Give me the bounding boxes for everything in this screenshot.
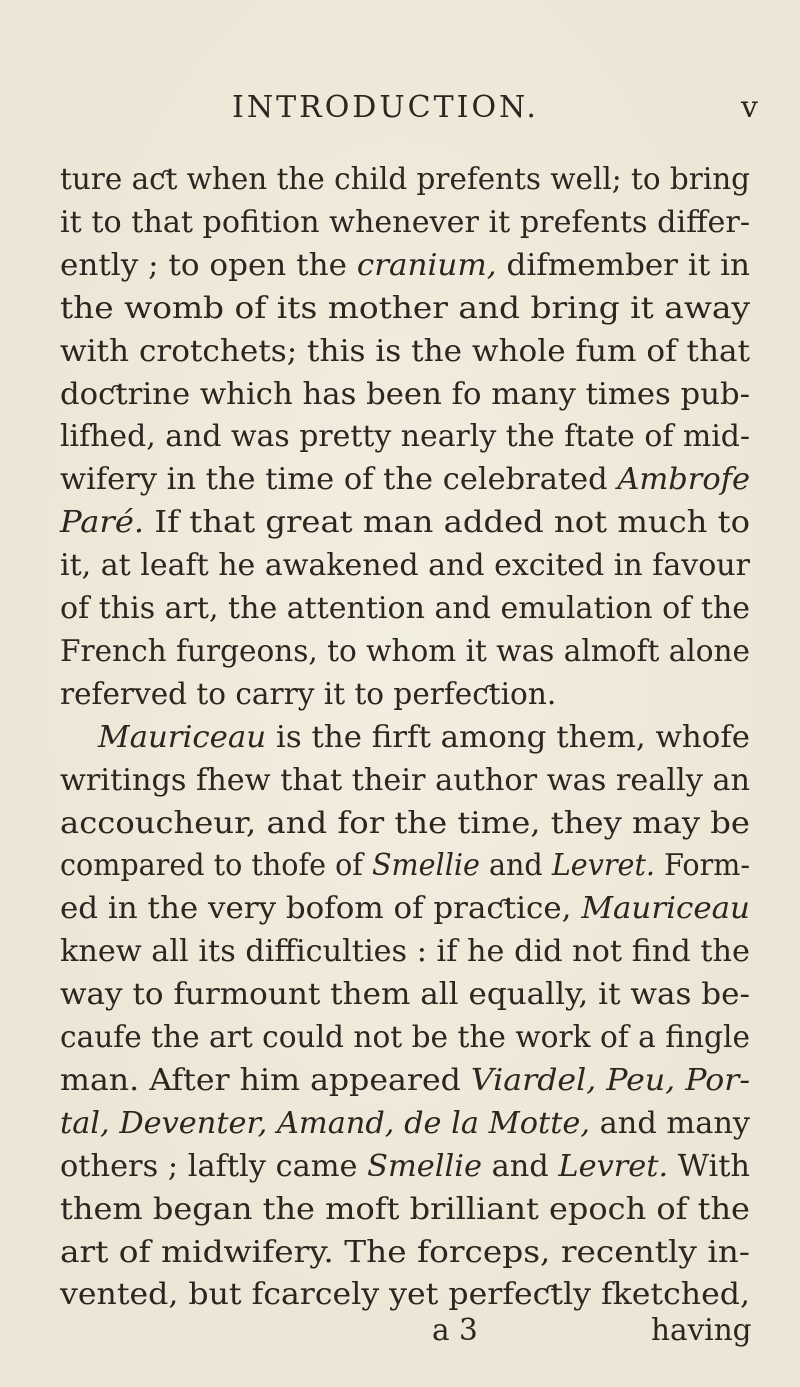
italic-text: Levret. [551, 848, 656, 883]
text-line [60, 370, 750, 418]
text-line [60, 284, 750, 332]
text-line [60, 1142, 750, 1190]
text-line [60, 841, 750, 889]
text-segment: the womb of its mother and bring it away [60, 290, 750, 325]
text-segment: doƈtrine which has been fo many times pub- [60, 376, 751, 411]
text-segment: and [479, 848, 552, 883]
text-line [60, 584, 750, 632]
italic-text: Mauriceau [98, 719, 267, 754]
running-head-title: INTRODUCTION. [232, 90, 539, 125]
text-segment: compared to thofe of [60, 848, 372, 883]
text-segment: With [668, 1148, 750, 1183]
text-segment: ently ; to open the [60, 247, 357, 282]
text-line [60, 412, 750, 460]
text-segment: it, at leaft he awakened and excited in favour [60, 548, 751, 583]
text-line [60, 541, 750, 589]
italic-text: tal, Deventer, Amand, de la Motte, [60, 1105, 591, 1140]
text-segment: If that great man added not much to [144, 505, 751, 540]
text-line [60, 756, 750, 804]
italic-text: Paré. [60, 505, 145, 540]
text-segment: Form- [655, 848, 751, 883]
text-segment: man. After him appeared [60, 1062, 471, 1097]
text-segment: French furgeons, to whom it was almoft alone [60, 633, 751, 668]
text-line [60, 927, 750, 975]
text-segment: and [481, 1148, 559, 1183]
text-segment: caufe the art could not be the work of a fingle [60, 1020, 750, 1054]
text-line [60, 1013, 750, 1061]
running-head [0, 88, 800, 128]
italic-text: Smellie [371, 848, 480, 883]
text-segment: writings fhew that their author was really an [60, 762, 751, 797]
text-segment: way to furmount them all equally, it was be- [60, 977, 750, 1012]
text-line [60, 884, 750, 932]
text-line [60, 498, 750, 546]
text-segment: ed in the very bofom of praƈtice, [60, 891, 582, 926]
text-segment: difmember it in [496, 247, 751, 282]
text-segment: is the firft among them, whofe [266, 719, 751, 754]
text-segment: vented, but fcarcely yet perfeƈtly fketched, [60, 1277, 750, 1312]
text-line [60, 455, 750, 503]
text-line [60, 1099, 750, 1147]
text-segment: with crotchets; this is the whole fum of that [60, 333, 751, 368]
text-line [60, 1228, 750, 1276]
text-segment: accoucheur, and for the time, they may be [60, 805, 751, 840]
text-line [60, 155, 750, 203]
signature-mark: a 3 [432, 1313, 478, 1347]
text-segment: and many [590, 1105, 751, 1140]
text-segment: others ; laftly came [60, 1148, 368, 1183]
catchword: having [651, 1313, 752, 1347]
text-line [60, 799, 750, 847]
text-line [60, 1056, 750, 1104]
italic-text: Viardel, Peu, Por- [470, 1062, 751, 1097]
text-line [60, 627, 750, 675]
italic-text: cranium, [356, 247, 497, 282]
text-line [60, 198, 750, 246]
text-segment: them began the moft brilliant epoch of the [60, 1191, 750, 1226]
text-segment: ture aƈt when the child prefents well; to bring [60, 162, 751, 196]
italic-text: Levret. [558, 1148, 669, 1183]
text-line [98, 713, 750, 761]
italic-text: Mauriceau [581, 891, 750, 926]
italic-text: Smellie [367, 1148, 482, 1183]
text-line [60, 241, 750, 289]
text-segment: art of midwifery. The forceps, recently in- [60, 1234, 750, 1269]
italic-text: Ambrofe [617, 462, 751, 497]
page-footer [0, 1306, 800, 1354]
page-number: v [741, 90, 758, 125]
text-segment: referved to carry it to perfeƈtion. [60, 676, 557, 711]
text-segment: knew all its difficulties : if he did not find the [60, 934, 750, 969]
text-line [60, 327, 750, 375]
text-segment: it to that pofition whenever it prefents differ- [60, 204, 751, 239]
text-line [60, 970, 750, 1018]
text-segment: lifhed, and was pretty nearly the ftate of mid- [60, 419, 751, 454]
text-segment: wifery in the time of the celebrated [60, 462, 618, 497]
text-line [60, 1185, 750, 1233]
text-segment: of this art, the attention and emulation of the [60, 591, 751, 625]
text-line [60, 670, 556, 718]
